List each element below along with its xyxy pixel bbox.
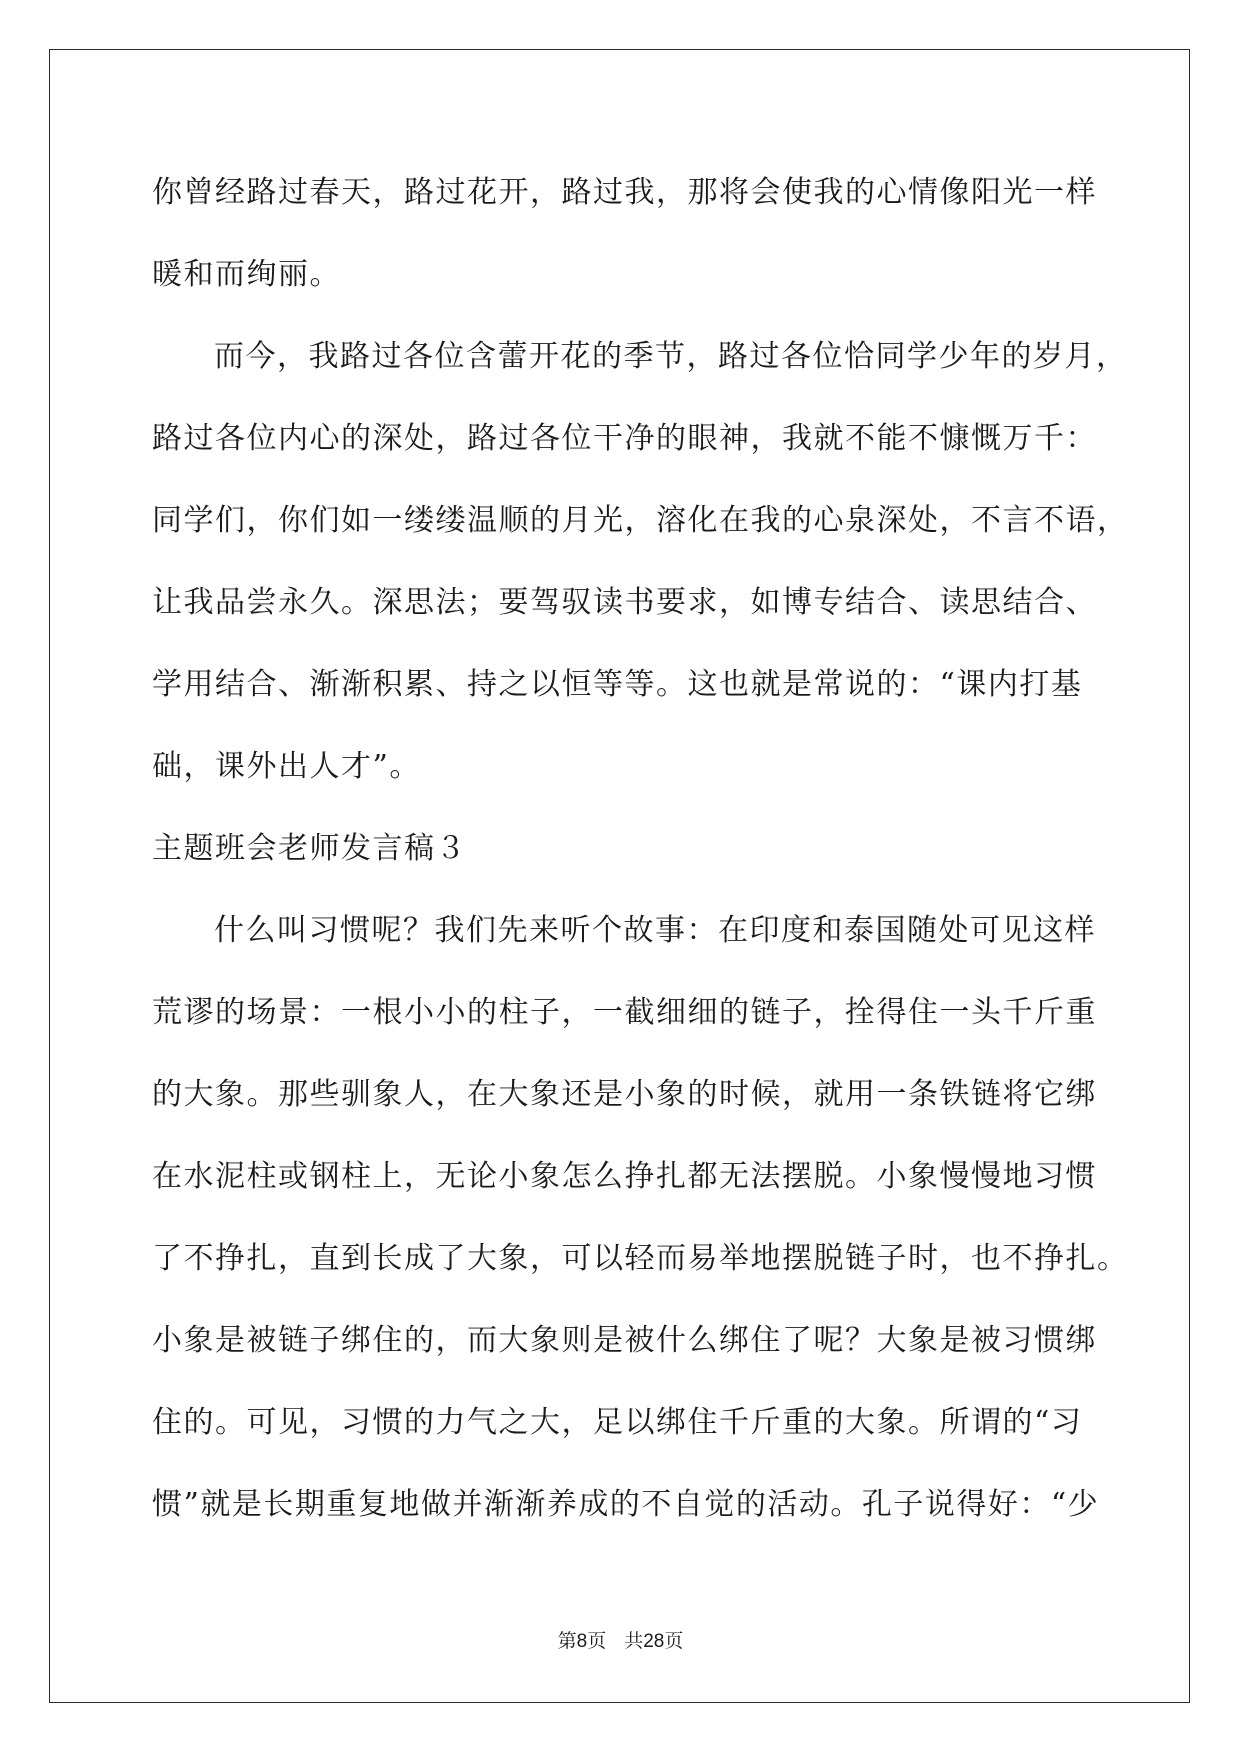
- document-body: [152, 152, 1129, 1546]
- page-footer: [0, 1626, 1241, 1653]
- text-line: 你曾经路过春天，路过花开，路过我，那将会使我的心情像阳光一样: [152, 175, 1097, 210]
- page-number: 8: [576, 1631, 588, 1652]
- text-line: 础，课外出人才”。: [152, 749, 421, 784]
- text-line: 惯”就是长期重复地做并渐渐养成的不自觉的活动。孔子说得好：“少: [152, 1487, 1100, 1522]
- text-line: 住的。可见，习惯的力气之大，足以绑住千斤重的大象。所谓的“习: [152, 1405, 1083, 1440]
- paragraph-start-line: 而今，我路过各位含蕾开花的季节，路过各位恰同学少年的岁月，: [214, 339, 1128, 374]
- total-prefix: 共: [624, 1630, 644, 1652]
- total-pages: 28: [643, 1631, 665, 1652]
- text-line: 在水泥柱或钢柱上，无论小象怎么挣扎都无法摆脱。小象慢慢地习惯: [152, 1159, 1097, 1194]
- total-suffix: 页: [664, 1630, 684, 1652]
- text-line: 同学们，你们如一缕缕温顺的月光，溶化在我的心泉深处，不言不语，: [152, 503, 1129, 538]
- text-line: 学用结合、渐渐积累、持之以恒等等。这也就是常说的：“课内打基: [152, 667, 1083, 702]
- paragraph-start-line: 什么叫习惯呢？我们先来听个故事：在印度和泰国随处可见这样: [214, 913, 1096, 948]
- text-line: 小象是被链子绑住的，而大象则是被什么绑住了呢？大象是被习惯绑: [152, 1323, 1097, 1358]
- page-suffix: 页: [587, 1630, 607, 1652]
- text-line: 的大象。那些驯象人，在大象还是小象的时候，就用一条铁链将它绑: [152, 1077, 1097, 1112]
- text-line: 荒谬的场景：一根小小的柱子，一截细细的链子，拴得住一头千斤重: [152, 995, 1097, 1030]
- text-line: 暖和而绚丽。: [152, 257, 341, 292]
- text-line: 了不挣扎，直到长成了大象，可以轻而易举地摆脱链子时，也不挣扎。: [152, 1241, 1129, 1276]
- text-line: 路过各位内心的深处，路过各位干净的眼神，我就不能不慷慨万千：: [152, 421, 1097, 456]
- page-prefix: 第: [557, 1630, 577, 1652]
- text-line: 让我品尝永久。深思法；要驾驭读书要求，如博专结合、读思结合、: [152, 585, 1097, 620]
- section-heading: 主题班会老师发言稿３: [152, 831, 467, 866]
